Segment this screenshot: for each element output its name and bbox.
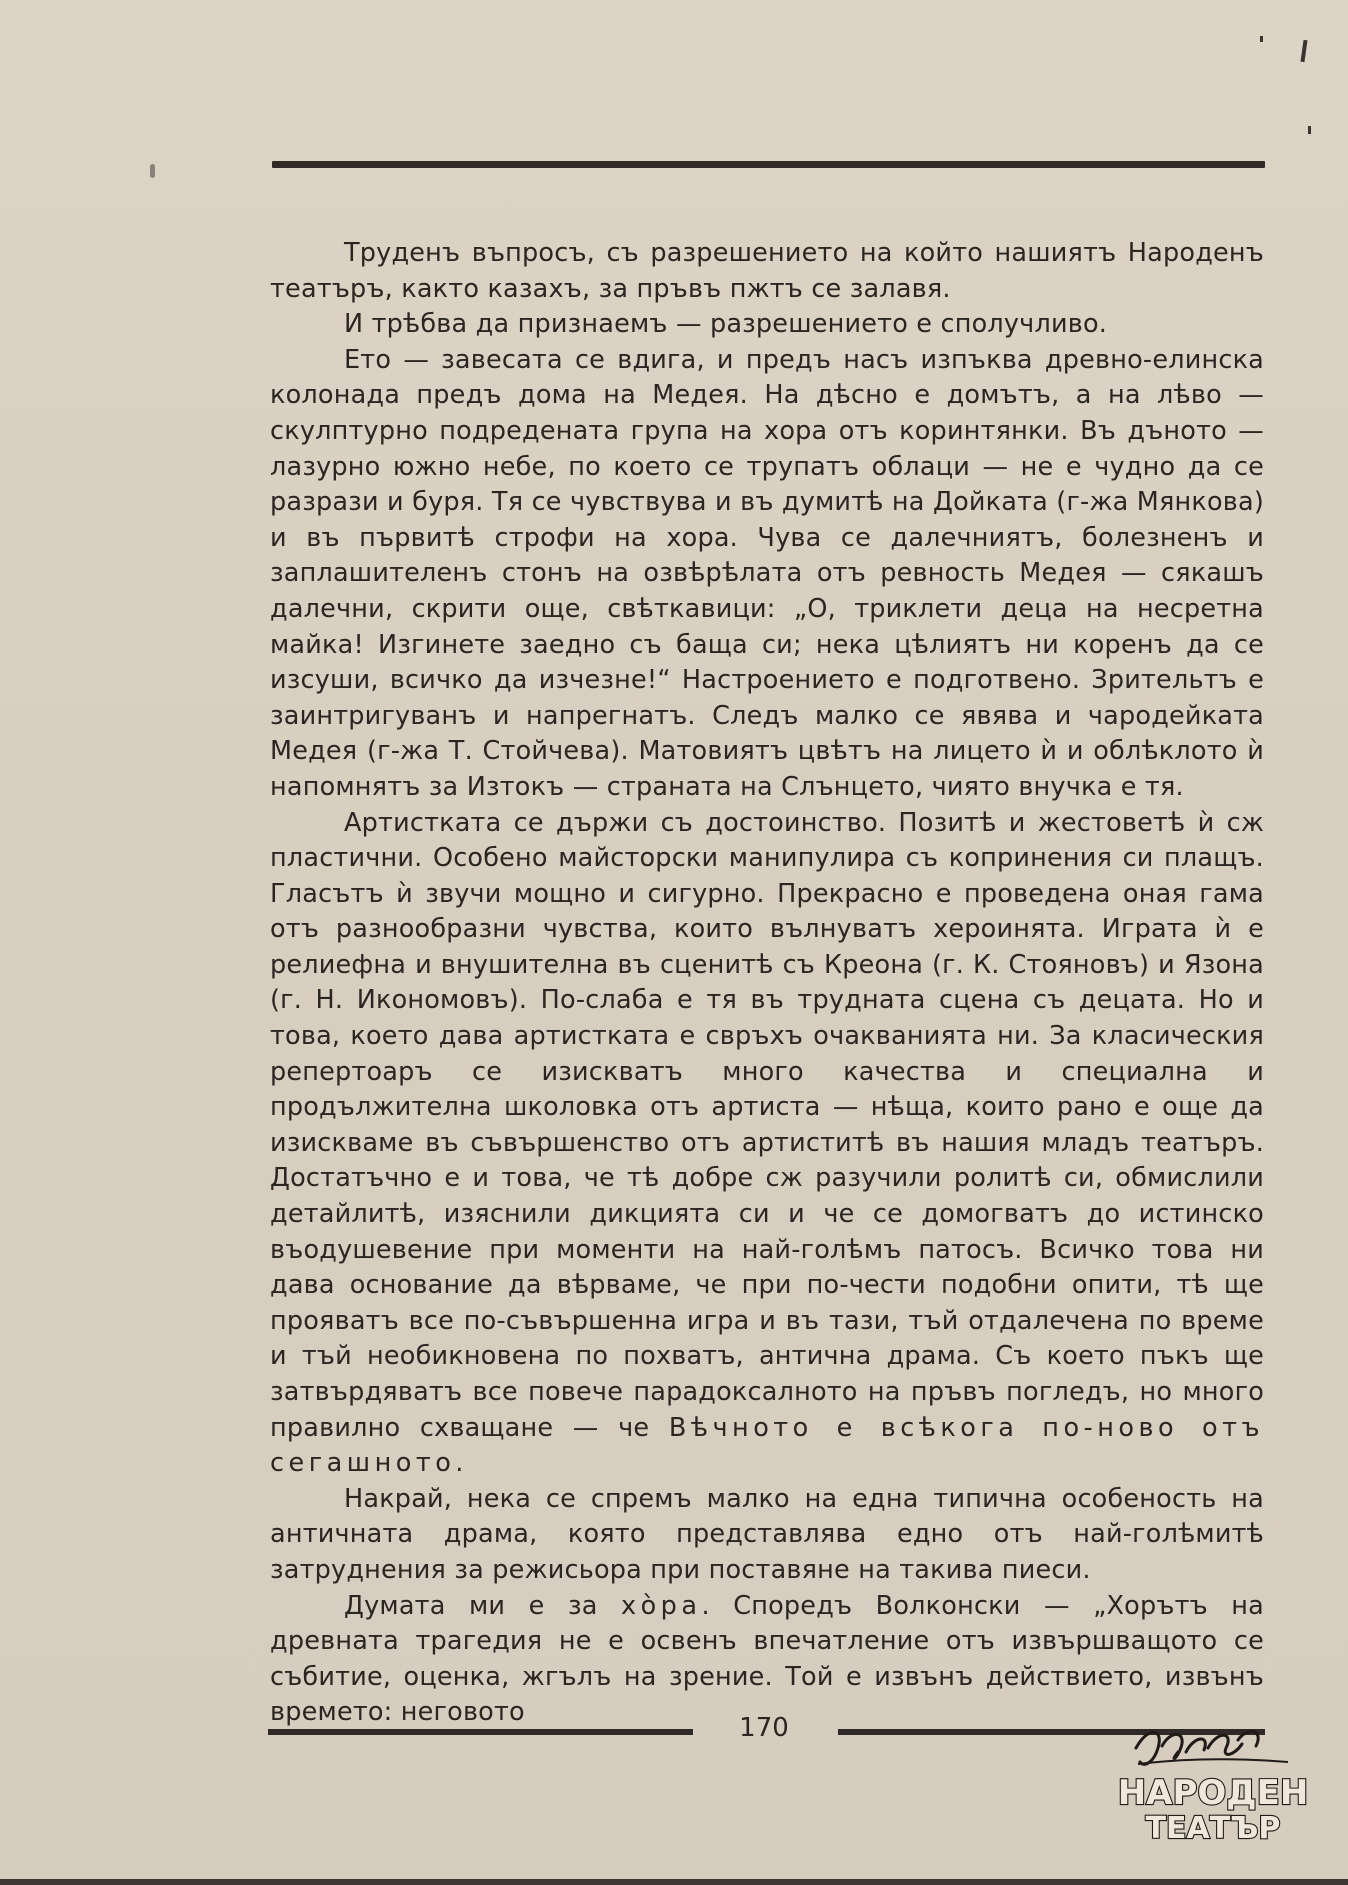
theatre-stamp-logo [1118, 1718, 1308, 1848]
paragraph: Труденъ въпросъ, съ разрешението на който нашиятъ Народенъ театъръ, както казахъ, за пръвъ пжтъ се залавя. [270, 238, 1264, 304]
page-bottom-edge [0, 1879, 1348, 1885]
page-number: 170 [739, 1713, 789, 1743]
edge-mark [150, 164, 155, 178]
paragraph-start: Думата ми е за [344, 1590, 621, 1621]
top-rule [272, 161, 1265, 168]
paragraph-body: Артистката се държи съ достоинство. Позитѣ и жестоветѣ ѝ сж пластични. Особено майсторски манипулира съ копринения си плащъ. Гласътъ ѝ звучи мощно и сигурно. Прекрасно е проведена оная гама отъ разнообразни чувства, които вълнуватъ хероинята. Играта ѝ е релиефна и внушителна въ сценитѣ съ Креона (г. К. Стояновъ) и Язона (г. Н. Икономовъ). По-слаба е тя въ трудната сцена съ децата. Но и това, което дава артистката е свръхъ очакванията ни. За класическия репертоаръ се изискватъ много качества и специална и продължителна школовка отъ артиста — нѣща, които рано е още да изискваме въ съвършенство отъ артиститѣ въ нашия младъ театъръ. Достатъчно е и това, че тѣ добре сж разучили ролитѣ си, обмислили детайлитѣ, изяснили дикцията си и че се домогватъ до истинско въодушевение при моменти на най-голѣмъ патосъ. Всичко това ни дава основание да вѣрваме, че при по-чести подобни опити, тѣ ще прояватъ все по-съвършенна игра и въ тази, тъй отдалечена по време и тъй необикновена по похватъ, антична драма. Съ което пъкъ ще затвърдяватъ все повече парадоксалното на пръвъ погледъ, но много правилно схващане — че [270, 807, 1264, 1443]
stamp-line-1: НАРОДЕН [1118, 1773, 1308, 1813]
emphasized-phrase: Вѣчното е всѣкога по-ново отъ сегашното. [270, 1412, 1265, 1479]
emphasized-word: хòра [620, 1590, 702, 1621]
edge-mark [1300, 40, 1307, 62]
paragraph [270, 806, 1264, 1482]
article-text [270, 236, 1264, 1731]
edge-mark [1260, 36, 1263, 42]
stamp-line-2: ТЕАТЪР [1145, 1811, 1281, 1846]
paragraph: Накрай, нека се спремъ малко на една типична особеность на античната драма, която представлява едно отъ най-голѣмитѣ затруднения за режисьора при поставяне на такива пиеси. [270, 1483, 1264, 1585]
paragraph-rest: . Споредъ Волконски — „Хорътъ на древната трагедия не е освенъ впечатление отъ извършващото се събитие, оценка, жгълъ на зрение. Той е извънъ действието, извънъ времето: неговото [270, 1590, 1264, 1728]
paragraph: И трѣбва да признаемъ — разрешението е сполучливо. [344, 309, 1108, 340]
bottom-rule-left [268, 1729, 693, 1735]
paragraph: Ето — завесата се вдига, и предъ насъ изпъква древно-елинска колонада предъ дома на Медея. На дѣсно е домътъ, а на лѣво — скулптурно подредената група на хора отъ коринтянки. Въ дъното — лазурно южно небе, по което се трупатъ облаци — не е чудно да се разрази и буря. Тя се чувствува и въ думитѣ на Дойката (г-жа Мянкова) и въ първитѣ строфи на хора. Чува се далечниятъ, болезненъ и заплашителенъ стонъ на озвѣрѣлата отъ ревность Медея — сякашъ далечни, скрити още, свѣткавици: „О, триклети деца на несретна майка! Изгинете заедно съ баща си; нека цѣлиятъ ни коренъ да се изсуши, всичко да изчезне!“ Настроението е подготвено. Зрительтъ е заинтригуванъ и напрегнатъ. Следъ малко се явява и чародейката Медея (г-жа Т. Стойчева). Матовиятъ цвѣтъ на лицето ѝ и облѣклото ѝ напомнятъ за Изтокъ — страната на Слънцето, чиято внучка е тя. [270, 344, 1264, 802]
paragraph [270, 1589, 1264, 1731]
signature-underline [1138, 1759, 1288, 1764]
edge-mark [1308, 126, 1311, 134]
